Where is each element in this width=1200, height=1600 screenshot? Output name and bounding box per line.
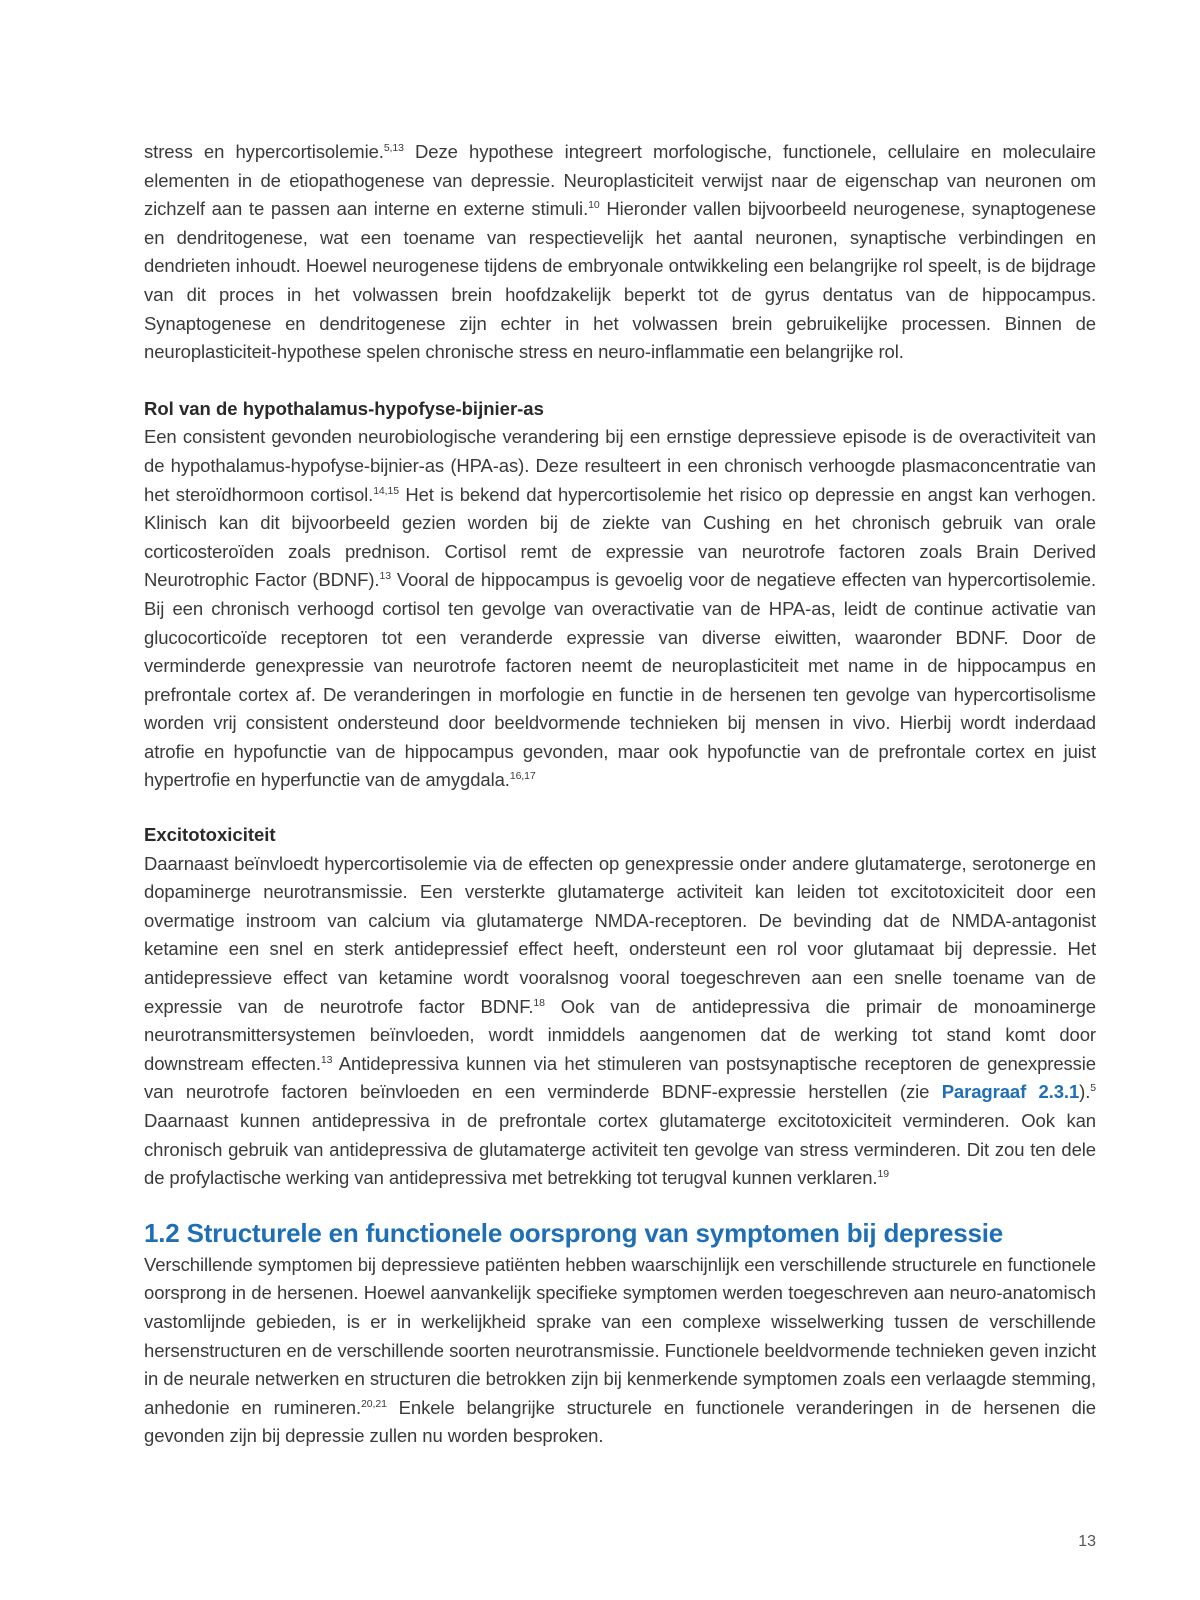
text-run: Het is bekend dat hypercortisolemie het risico op depressie en angst kan verhogen. Klinisch kan dit bijvoorbeeld gezien worden bij de ziekte van Cushing en het chronisch gebruik van orale corticosteroïden zoals prednison. Cortisol remt de expressie van neurotrofe factoren zoals Brain Derived Neurotrophic Factor (BDNF). [144,483,1096,591]
cross-reference-link[interactable]: Paragraaf 2.3.1 [941,1081,1080,1103]
text-run: Daarnaast kunnen antidepressiva in de prefrontale cortex glutamaterge excitotoxiciteit verminderen. Ook kan chronisch gebruik van antidepressiva de glutamaterge activiteit ten gevolge van stress verminderen. Dit zou ten dele de profylactische werking van antidepressiva met betrekking tot terugval kunnen verklaren. [144,1110,1096,1189]
page-number: 13 [1078,1533,1096,1550]
text-run: Ook van de antidepressiva die primair de monoaminerge neurotransmittersystemen beïnvloeden, wordt inmiddels aangenomen dat de werking tot stand komt door downstream effecten. [144,995,1096,1074]
text-run: stress en hypercortisolemie. [144,141,384,162]
subheading-excitotoxicity: Excitotoxiciteit [144,824,276,846]
citation: 5,13 [383,142,404,154]
text-run: Enkele belangrijke structurele en functionele veranderingen in de hersenen die gevonden zijn bij depressie zullen nu worden besproken. [144,1396,1096,1447]
citation: 13 [320,1053,333,1066]
text-run: Verschillende symptomen bij depressieve patiënten hebben waarschijnlijk een verschillende structurele en functionele oorsprong in de hersenen. Hoewel aanvankelijk specifieke symptomen werden toegeschreven aan neuro-anatomisch vastomlijnde gebieden, is er in werkelijkheid sprake van een complexe wisselwerking tussen de verschillende hersenstructuren en de verschillende soorten neurotransmissie. Functionele beeldvormende technieken geven inzicht in de neurale netwerken en structuren die betrokken zijn bij kenmerkende symptomen zoals een verlaagde stemming, anhedonie en rumineren. [144,1253,1096,1418]
citation: 14,15 [373,484,399,497]
paragraph-symptom-origin [144,1251,1096,1451]
paragraph-excitotoxicity [144,850,1096,1193]
text-run: Een consistent gevonden neurobiologische verandering bij een ernstige depressieve episode is de overactiviteit van de hypothalamus-hypofyse-bijnier-as (HPA-as). Deze resulteert in een chronisch verhoogde plasmaconcentratie van het steroïdhormoon cortisol. [144,426,1096,505]
text-run: Hieronder vallen bijvoorbeeld neurogenese, synaptogenese en dendritogenese, wat een toename van respectievelijk het aantal neuronen, synaptische verbindingen en dendrieten inhoudt. Hoewel neurogenese tijdens de embryonale ontwikkeling een belangrijke rol speelt, is de bijdrage van dit proces in het volwassen brein hoofdzakelijk beperkt tot de gyrus dentatus van de hippocampus. Synaptogenese en dendritogenese zijn echter in het volwassen brein gebruikelijke processen. Binnen de neuroplasticiteit-hypothese spelen chronische stress en neuro-inflammatie een belangrijke rol. [144,198,1096,363]
section-heading-1-2: 1.2 Structurele en functionele oorsprong van symptomen bij depressie [144,1217,1004,1248]
text-run: ). [1079,1081,1091,1103]
citation: 19 [877,1168,889,1181]
citation: 16,17 [509,770,536,783]
text-run: Antidepressiva kunnen via het stimuleren van postsynaptische receptoren de genexpressie van neurotrofe factoren beïnvloeden en een verminderde BDNF-expressie herstellen (zie [144,1052,1097,1103]
text-run: Vooral de hippocampus is gevoelig voor de negatieve effecten van hypercortisolemie. Bij een chronisch verhoogd cortisol ten gevolge van overactivatie van de HPA-as, leidt de continue activatie van glucocorticoïde receptoren tot een veranderde expressie van diverse eiwitten, waaronder BDNF. Door de verminderde genexpressie van neurotrofe factoren neemt de neuroplasticiteit met name in de hippocampus en prefrontale cortex af. De veranderingen in morfologie en functie in de hersenen ten gevolge van hypercortisolisme worden vrij consistent ondersteund door beeldvormende technieken bij mensen in vivo. Hierbij wordt inderdaad atrofie en hypofunctie van de hippocampus gevonden, maar ook hypofunctie van de prefrontale cortex en juist hypertrofie en hyperfunctie van de amygdala. [144,569,1096,791]
text-run: Daarnaast beïnvloedt hypercortisolemie via de effecten op genexpressie onder andere glutamaterge, serotonerge en dopaminerge neurotransmissie. Een versterkte glutamaterge activiteit kan leiden tot excitotoxiciteit door een overmatige instroom van calcium via glutamaterge NMDA-receptoren. De bevinding dat de NMDA-antagonist ketamine een snel en sterk antidepressief effect heeft, ondersteunt een rol voor glutamaat bij depressie. Het antidepressieve effect van ketamine wordt vooralsnog vooral toegeschreven aan een snelle toename van de expressie van de neurotrofe factor BDNF. [144,852,1096,1017]
page-content [144,138,1096,1451]
citation: 10 [588,199,600,212]
citation: 18 [533,996,545,1009]
paragraph-hpa-axis [144,423,1096,795]
paragraph-neuroplasticity [144,138,1096,367]
citation: 13 [379,570,391,583]
subheading-hpa-axis: Rol van de hypothalamus-hypofyse-bijnier-as [144,397,544,419]
text-run: Deze hypothese integreert morfologische, functionele, cellulaire en moleculaire elementen in de etiopathogenese van depressie. Neuroplasticiteit verwijst naar de eigenschap van neuronen om zichzelf aan te passen aan interne en externe stimuli. [144,141,1096,220]
citation: 20,21 [361,1397,387,1410]
citation: 5 [1090,1082,1096,1095]
